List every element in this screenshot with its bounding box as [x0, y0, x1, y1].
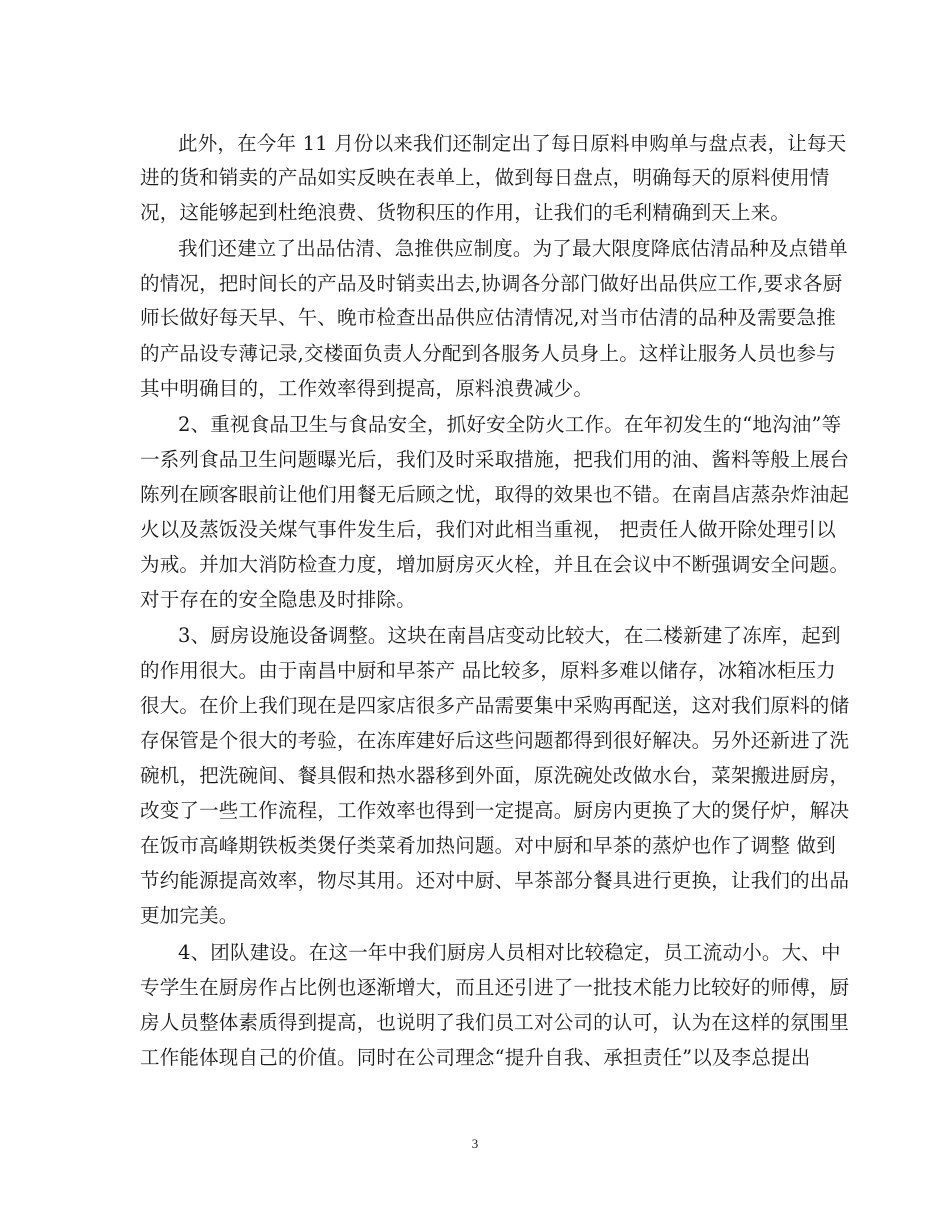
text-line: 的情况，把时间长的产品及时销卖出去,协调各分部门做好出品供应工作,要求各厨	[140, 272, 843, 295]
text-line: 对于存在的安全隐患及时排除。	[140, 588, 416, 611]
text-line: 在饭市高峰期铁板类煲仔类菜肴加热问题。对中厨和早茶的蒸炉也作了调整 做到	[140, 834, 836, 857]
text-line: 节约能源提高效率，物尽其用。还对中厨、早茶部分餐具进行更换，让我们的出品	[140, 869, 850, 892]
text-line: 很大。在价上我们现在是四家店很多产品需要集中采购再配送，这对我们原料的储	[140, 694, 850, 717]
text-line: 改变了一些工作流程，工作效率也得到一定提高。厨房内更换了大的煲仔炉，解决	[140, 799, 850, 822]
text-line: 的作用很大。由于南昌中厨和早茶产 品比较多，原料多难以储存，冰箱冰柜压力	[140, 659, 836, 682]
text-line: 一系列食品卫生问题曝光后，我们及时采取措施，把我们用的油、酱料等般上展台	[140, 448, 850, 471]
text-line: 存保管是个很大的考验，在冻库建好后这些问题都得到很好解决。另外还新进了洗	[140, 729, 850, 752]
text-line: 更加完美。	[140, 904, 239, 927]
text-line: 工作能体现自己的价值。同时在公司理念“提升自我、承担责任”以及李总提出	[140, 1046, 811, 1069]
page-number: 3	[471, 1136, 479, 1151]
text-line: 的产品设专薄记录,交楼面负责人分配到各服务人员身上。这样让服务人员也参与	[140, 342, 836, 365]
text-line: 为戒。并加大消防检查力度，增加厨房灭火栓，并且在会议中不断强调安全问题。	[140, 553, 850, 576]
text-line: 师长做好每天早、午、晚市检查出品供应估清情况,对当市估清的品种及需要急推	[140, 306, 836, 329]
text-line: 进的货和销卖的产品如实反映在表单上，做到每日盘点，明确每天的原料使用情	[140, 166, 830, 189]
text-line: 其中明确目的，工作效率得到提高，原料浪费减少。	[140, 377, 594, 400]
text-line: 4、团队建设。在这一年中我们厨房人员相对比较稳定，员工流动小。大、中	[178, 941, 841, 964]
text-line: 火以及蒸饭没关煤气事件发生后，我们对此相当重视， 把责任人做开除处理引以	[140, 518, 836, 541]
text-line: 况，这能够起到杜绝浪费、货物积压的作用，让我们的毛利精确到天上来。	[140, 201, 791, 224]
text-line: 陈列在顾客眼前让他们用餐无后顾之忧，取得的效果也不错。在南昌店蒸杂炸油起	[140, 483, 850, 506]
text-line: 碗机，把洗碗间、餐具假和热水器移到外面，原洗碗处改做水台，菜架搬进厨房，	[140, 764, 850, 787]
text-line: 房人员整体素质得到提高，也说明了我们员工对公司的认可，认为在这样的氛围里	[140, 1011, 850, 1034]
text-line: 此外，在今年 11 月份以来我们还制定出了每日原料申购单与盘点表，让每天	[178, 132, 847, 155]
text-line: 专学生在厨房作占比例也逐渐增大，而且还引进了一批技术能力比较好的师傅，厨	[140, 976, 850, 999]
text-line: 3、厨房设施设备调整。这块在南昌店变动比较大，在二楼新建了冻库，起到	[178, 624, 841, 647]
text-line: 2、重视食品卫生与食品安全，抓好安全防火工作。在年初发生的“地沟油”等	[178, 413, 842, 436]
text-line: 我们还建立了出品估清、急推供应制度。为了最大限度降底估清品种及点错单	[178, 237, 848, 260]
